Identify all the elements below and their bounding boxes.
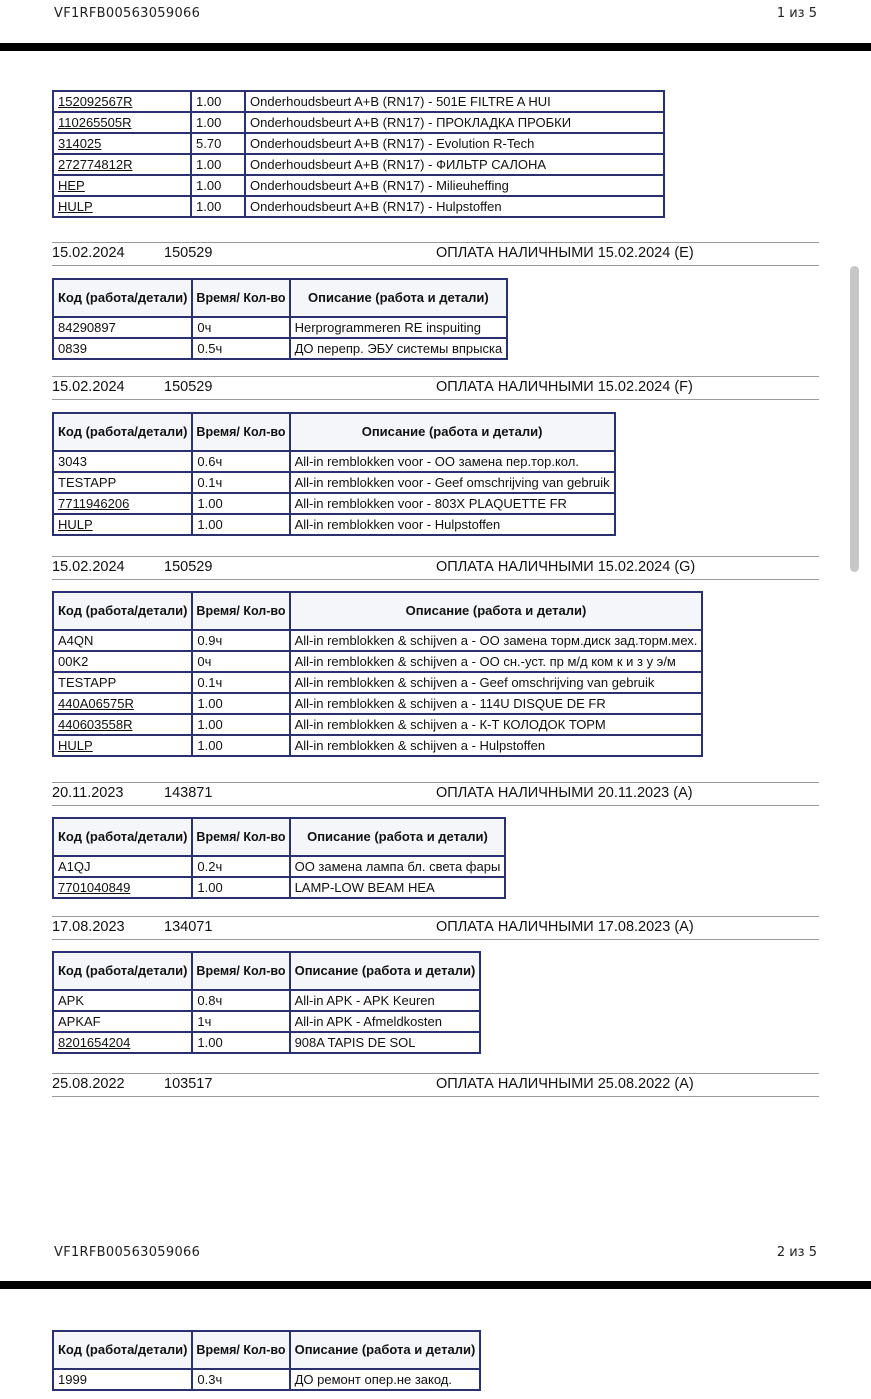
qty-cell: 1.00 (192, 877, 289, 898)
code-cell: A4QN (53, 630, 192, 651)
page-divider (0, 43, 871, 51)
code-cell: 84290897 (53, 317, 192, 338)
part-code-link[interactable]: 440603558R (53, 714, 192, 735)
table-row (53, 651, 702, 672)
table-row (53, 338, 507, 359)
table-header-row (53, 818, 505, 856)
work-table (52, 1330, 481, 1391)
part-code-link[interactable]: HEP (53, 175, 191, 196)
qty-cell: 1.00 (192, 714, 289, 735)
qty-cell: 0.1ч (192, 672, 289, 693)
table-row (53, 877, 505, 898)
part-code-link[interactable]: 314025 (53, 133, 191, 154)
desc-cell: ДО перепр. ЭБУ системы впрыска (290, 338, 508, 359)
code-cell: TESTAPP (53, 472, 192, 493)
desc-cell: All-in remblokken voor - Geef omschrijving van gebruik (290, 472, 615, 493)
table-row (53, 1032, 480, 1053)
qty-cell: 0.3ч (192, 1369, 289, 1390)
qty-cell: 1ч (192, 1011, 289, 1032)
code-cell: 0839 (53, 338, 192, 359)
part-code-link[interactable]: 8201654204 (53, 1032, 192, 1053)
order-date: 20.11.2023 (52, 785, 124, 801)
order-header (52, 1073, 819, 1097)
desc-cell: All-in remblokken voor - 803X PLAQUETTE FR (290, 493, 615, 514)
table-row (53, 990, 480, 1011)
table-row (53, 493, 615, 514)
work-table (52, 591, 703, 757)
order-header (52, 916, 819, 940)
code-cell: 3043 (53, 451, 192, 472)
order-number: 103517 (164, 1076, 213, 1092)
header-desc: Описание (работа и детали) (290, 952, 481, 990)
qty-cell: 0ч (192, 651, 289, 672)
table-row (53, 472, 615, 493)
part-code-link[interactable]: 7711946206 (53, 493, 192, 514)
desc-cell: Onderhoudsbeurt A+B (RN17) - Milieuheffing (245, 175, 664, 196)
header-code: Код (работа/детали) (53, 1331, 192, 1369)
table-row (53, 196, 664, 217)
header-time: Время/ Кол-во (192, 818, 289, 856)
order-header (52, 242, 819, 266)
code-cell: TESTAPP (53, 672, 192, 693)
desc-cell: Onderhoudsbeurt A+B (RN17) - Evolution R-Tech (245, 133, 664, 154)
page-header (0, 1239, 871, 1263)
table-header-row (53, 279, 507, 317)
order-date: 15.02.2024 (52, 245, 125, 261)
work-table (52, 817, 506, 899)
table-row (53, 112, 664, 133)
order-date: 15.02.2024 (52, 379, 125, 395)
header-code: Код (работа/детали) (53, 952, 192, 990)
table-row (53, 735, 702, 756)
qty-cell: 1.00 (192, 493, 289, 514)
desc-cell: All-in remblokken & schijven a - Geef omschrijving van gebruik (290, 672, 703, 693)
part-code-link[interactable]: HULP (53, 735, 192, 756)
qty-cell: 1.00 (191, 175, 245, 196)
part-code-link[interactable]: 440A06575R (53, 693, 192, 714)
qty-cell: 0.8ч (192, 990, 289, 1011)
header-code: Код (работа/детали) (53, 592, 192, 630)
table-header-row (53, 952, 480, 990)
desc-cell: Onderhoudsbeurt A+B (RN17) - Hulpstoffen (245, 196, 664, 217)
desc-cell: All-in APK - Afmeldkosten (290, 1011, 481, 1032)
order-number: 150529 (164, 559, 213, 575)
table-header-row (53, 1331, 480, 1369)
payment-label: ОПЛАТА НАЛИЧНЫМИ 15.02.2024 (E) (436, 245, 694, 261)
page-number: 1 из 5 (776, 6, 817, 21)
header-time: Время/ Кол-во (192, 592, 289, 630)
order-number: 150529 (164, 379, 213, 395)
desc-cell: Onderhoudsbeurt A+B (RN17) - 501E FILTRE A HUI (245, 91, 664, 112)
desc-cell: All-in APK - APK Keuren (290, 990, 481, 1011)
header-desc: Описание (работа и детали) (290, 279, 508, 317)
header-code: Код (работа/детали) (53, 413, 192, 451)
order-date: 25.08.2022 (52, 1076, 125, 1092)
order-number: 150529 (164, 245, 213, 261)
header-desc: Описание (работа и детали) (290, 413, 615, 451)
code-cell: APKAF (53, 1011, 192, 1032)
work-table (52, 278, 508, 360)
qty-cell: 1.00 (192, 1032, 289, 1053)
part-code-link[interactable]: 152092567R (53, 91, 191, 112)
order-date: 15.02.2024 (52, 559, 125, 575)
vin-number: VF1RFB00563059066 (54, 1245, 201, 1260)
desc-cell: Herprogrammeren RE inspuiting (290, 317, 508, 338)
part-code-link[interactable]: HULP (53, 196, 191, 217)
qty-cell: 1.00 (191, 154, 245, 175)
payment-label: ОПЛАТА НАЛИЧНЫМИ 15.02.2024 (F) (436, 379, 693, 395)
table-row (53, 1011, 480, 1032)
qty-cell: 1.00 (191, 91, 245, 112)
order-header (52, 556, 819, 580)
header-code: Код (работа/детали) (53, 279, 192, 317)
desc-cell: ОО замена лампа бл. света фары (290, 856, 506, 877)
desc-cell: All-in remblokken & schijven a - 114U DISQUE DE FR (290, 693, 703, 714)
header-desc: Описание (работа и детали) (290, 592, 703, 630)
qty-cell: 0.2ч (192, 856, 289, 877)
desc-cell: All-in remblokken voor - Hulpstoffen (290, 514, 615, 535)
payment-label: ОПЛАТА НАЛИЧНЫМИ 25.08.2022 (A) (436, 1076, 694, 1092)
desc-cell: All-in remblokken & schijven a - Hulpstoffen (290, 735, 703, 756)
work-table (52, 412, 616, 536)
header-desc: Описание (работа и детали) (290, 818, 506, 856)
table-row (53, 514, 615, 535)
table-header-row (53, 413, 615, 451)
table-row (53, 451, 615, 472)
part-code-link[interactable]: 272774812R (53, 154, 191, 175)
code-cell: A1QJ (53, 856, 192, 877)
qty-cell: 1.00 (192, 693, 289, 714)
order-number: 143871 (164, 785, 213, 801)
table-row (53, 175, 664, 196)
desc-cell: ДО ремонт опер.не закод. (290, 1369, 481, 1390)
parts-table (52, 90, 665, 218)
table-row (53, 693, 702, 714)
qty-cell: 0.1ч (192, 472, 289, 493)
table-row (53, 1369, 480, 1390)
payment-label: ОПЛАТА НАЛИЧНЫМИ 20.11.2023 (A) (436, 785, 693, 801)
order-header (52, 782, 819, 806)
desc-cell: Onderhoudsbeurt A+B (RN17) - ПРОКЛАДКА ПРОБКИ (245, 112, 664, 133)
header-time: Время/ Кол-во (192, 952, 289, 990)
qty-cell: 5.70 (191, 133, 245, 154)
qty-cell: 1.00 (191, 196, 245, 217)
table-row (53, 91, 664, 112)
desc-cell: All-in remblokken & schijven a - ОО замена торм.диск зад.торм.мех. (290, 630, 703, 651)
qty-cell: 1.00 (192, 735, 289, 756)
page-number: 2 из 5 (776, 1245, 817, 1260)
table-row (53, 630, 702, 651)
qty-cell: 0.9ч (192, 630, 289, 651)
table-row (53, 672, 702, 693)
code-cell: 1999 (53, 1369, 192, 1390)
payment-label: ОПЛАТА НАЛИЧНЫМИ 17.08.2023 (A) (436, 919, 694, 935)
qty-cell: 1.00 (192, 514, 289, 535)
qty-cell: 0.5ч (192, 338, 289, 359)
desc-cell: All-in remblokken voor - ОО замена пер.тор.кол. (290, 451, 615, 472)
code-cell: APK (53, 990, 192, 1011)
order-header (52, 376, 819, 400)
scrollbar-thumb[interactable] (850, 266, 859, 572)
part-code-link[interactable]: 110265505R (53, 112, 191, 133)
qty-cell: 0.6ч (192, 451, 289, 472)
part-code-link[interactable]: 7701040849 (53, 877, 192, 898)
desc-cell: Onderhoudsbeurt A+B (RN17) - ФИЛЬТР САЛОНА (245, 154, 664, 175)
header-time: Время/ Кол-во (192, 413, 289, 451)
payment-label: ОПЛАТА НАЛИЧНЫМИ 15.02.2024 (G) (436, 559, 696, 575)
table-row (53, 714, 702, 735)
page-divider (0, 1281, 871, 1289)
desc-cell: All-in remblokken & schijven a - ОО сн.-уст. пр м/д ком к и з у э/м (290, 651, 703, 672)
table-row (53, 133, 664, 154)
page-header (0, 0, 871, 24)
order-number: 134071 (164, 919, 213, 935)
header-code: Код (работа/детали) (53, 818, 192, 856)
qty-cell: 0ч (192, 317, 289, 338)
vin-number: VF1RFB00563059066 (54, 6, 201, 21)
part-code-link[interactable]: HULP (53, 514, 192, 535)
code-cell: 00K2 (53, 651, 192, 672)
header-time: Время/ Кол-во (192, 1331, 289, 1369)
qty-cell: 1.00 (191, 112, 245, 133)
header-time: Время/ Кол-во (192, 279, 289, 317)
table-row (53, 154, 664, 175)
desc-cell: All-in remblokken & schijven a - К-Т КОЛОДОК ТОРМ (290, 714, 703, 735)
header-desc: Описание (работа и детали) (290, 1331, 481, 1369)
table-row (53, 317, 507, 338)
desc-cell: LAMP-LOW BEAM HEA (290, 877, 506, 898)
table-row (53, 856, 505, 877)
order-date: 17.08.2023 (52, 919, 125, 935)
desc-cell: 908A TAPIS DE SOL (290, 1032, 481, 1053)
work-table (52, 951, 481, 1054)
table-header-row (53, 592, 702, 630)
